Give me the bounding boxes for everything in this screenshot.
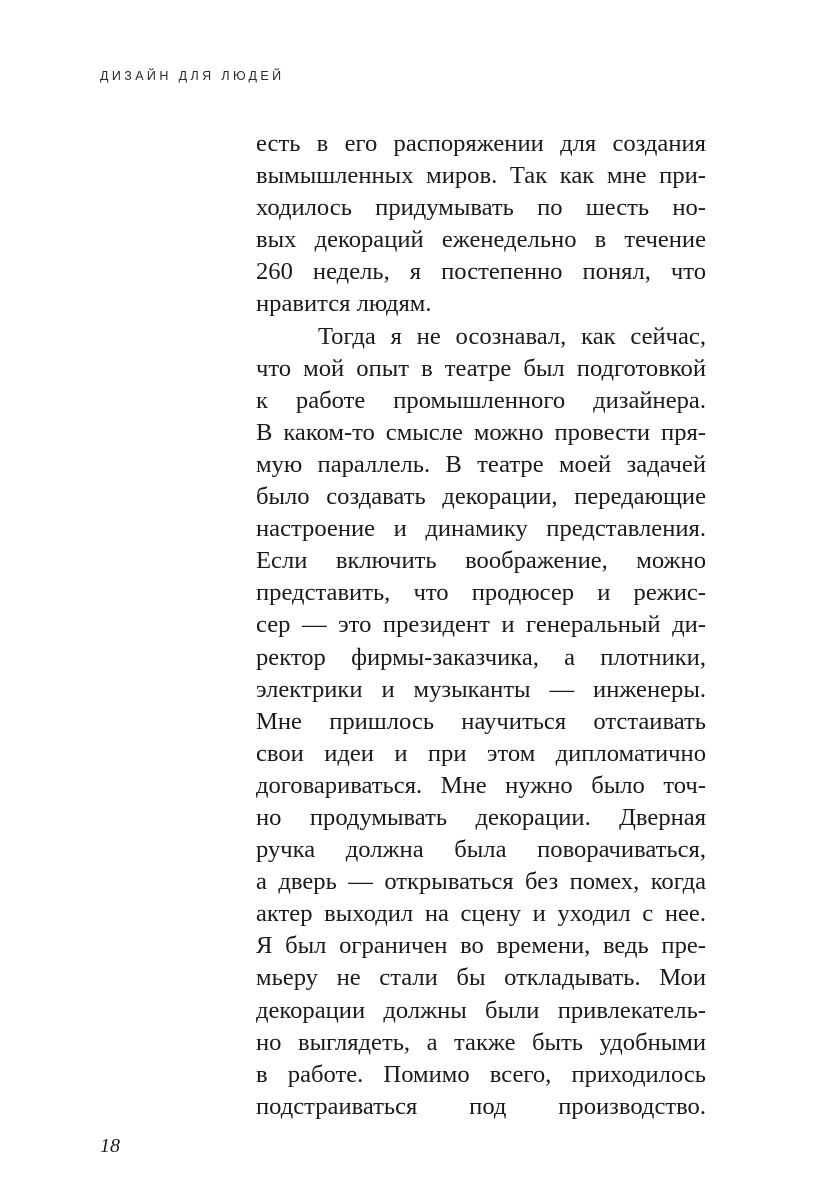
text-line: декорации должны были привлекатель- — [256, 996, 706, 1024]
text-line: к работе промышленного дизайнера. — [256, 386, 706, 414]
text-line: Если включить воображение, можно — [256, 547, 706, 575]
text-line: что мой опыт в театре был подготовкой — [256, 354, 706, 382]
text-line: мьеру не стали бы откладывать. Мои — [256, 964, 706, 992]
text-line: настроение и динамику представления. — [256, 515, 706, 543]
text-line: Тогда я не осознавал, как сейчас, — [318, 322, 706, 350]
paragraph-2 — [256, 321, 706, 1123]
text-line: вых декораций еженедельно в течение — [256, 226, 706, 254]
text-line: ректор фирмы-заказчика, а плотники, — [256, 643, 706, 671]
text-line: но выглядеть, а также быть удобными — [256, 1028, 706, 1056]
text-line: сер — это президент и генеральный ди- — [256, 611, 706, 639]
text-line: электрики и музыканты — инженеры. — [256, 675, 706, 703]
text-line: в работе. Помимо всего, приходилось — [256, 1060, 706, 1088]
text-line: было создавать декорации, передающие — [256, 483, 706, 511]
running-head: ДИЗАЙН ДЛЯ ЛЮДЕЙ — [100, 69, 285, 83]
text-line: но продумывать декорации. Дверная — [256, 803, 706, 831]
text-line: вымышленных миров. Так как мне при- — [256, 162, 706, 190]
text-line: ручка должна была поворачиваться, — [256, 836, 706, 864]
text-line: Мне пришлось научиться отстаивать — [256, 707, 706, 735]
text-line: В каком-то смысле можно провести пря- — [256, 418, 706, 446]
text-line: представить, что продюсер и режис- — [256, 579, 706, 607]
page-number: 18 — [100, 1135, 120, 1157]
text-line: подстраиваться под производство. — [256, 1092, 706, 1120]
text-line: ходилось придумывать по шесть но- — [256, 194, 706, 222]
text-line: 260 недель, я постепенно понял, что — [256, 258, 706, 286]
text-line: договариваться. Мне нужно было точ- — [256, 771, 706, 799]
text-line: мую параллель. В театре моей задачей — [256, 450, 706, 478]
text-line: Я был ограничен во времени, ведь пре- — [256, 932, 706, 960]
text-line: а дверь — открываться без помех, когда — [256, 868, 706, 896]
text-line: есть в его распоряжении для создания — [256, 130, 706, 157]
paragraph-1 — [256, 128, 706, 321]
text-line: актер выходил на сцену и уходил с нее. — [256, 900, 706, 928]
body-text — [256, 128, 706, 1123]
text-line: свои идеи и при этом дипломатично — [256, 739, 706, 767]
text-line: нравится людям. — [256, 290, 432, 318]
